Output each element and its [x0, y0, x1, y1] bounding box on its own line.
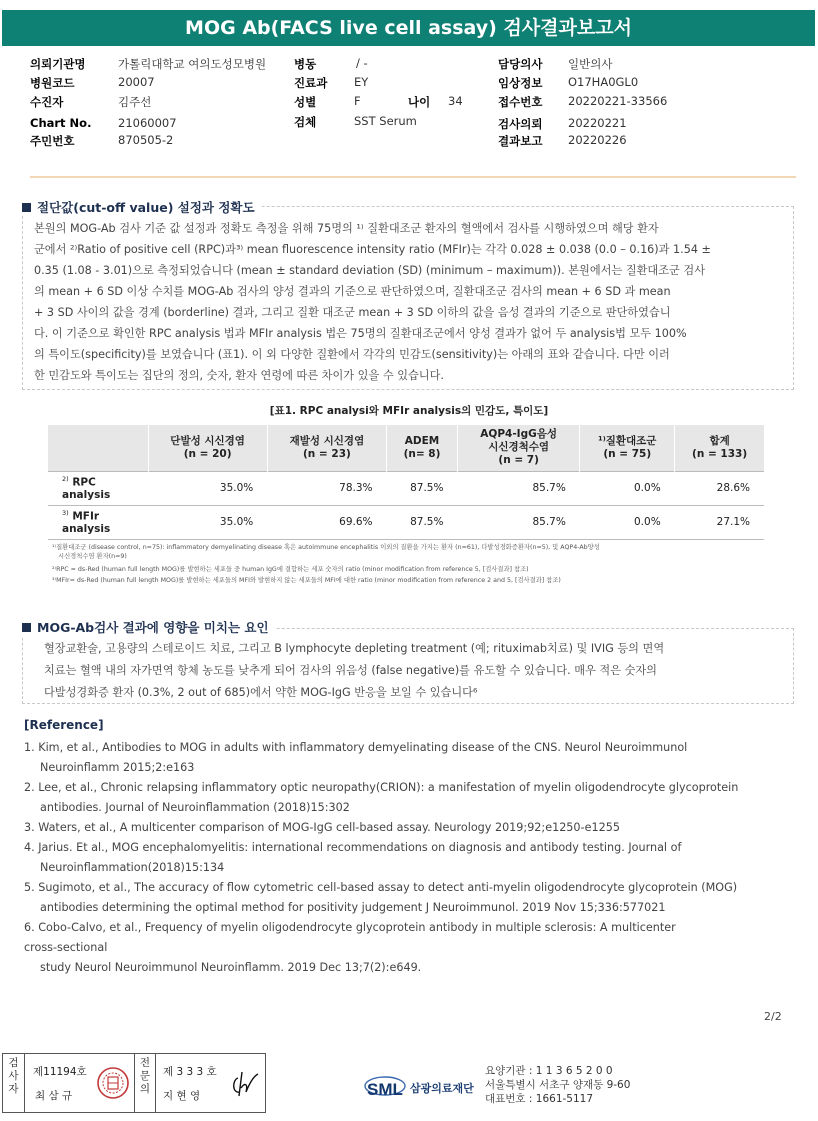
- specialist-signature-icon: [228, 1066, 262, 1100]
- reference-item: 3. Waters, et al., A multicenter comparison of MOG-IgG cell-based assay. Neurology 2019;92;e1250-e1255: [24, 821, 620, 834]
- factors-section-heading: [22, 618, 275, 636]
- specialist-label: [134, 1054, 156, 1112]
- examiner-name: 최 삼 규: [35, 1090, 73, 1102]
- table-cell: 69.6%: [267, 505, 386, 539]
- hospital-code-value: 20007: [118, 75, 155, 89]
- receiver-value: 김주선: [118, 95, 152, 109]
- reference-item-continued: Neuroinflammation(2018)15:134: [40, 861, 225, 874]
- column-header-line: (n = 20): [183, 447, 232, 460]
- reference-item-continued: antibodies. Journal of Neuroinflammation (2018)15:302: [40, 801, 350, 814]
- examiner-license: 제11194호: [33, 1066, 87, 1078]
- specialist-license: 제 3 3 3 호: [163, 1066, 217, 1078]
- text-line: 혈장교환술, 고용량의 스테로이드 치료, 그리고 B lymphocyte depleting treatment (예; rituximab치료) 및 IVIG 등의 면역: [44, 642, 665, 655]
- signature-stamp: [2, 1053, 266, 1113]
- institution-label: 의뢰기관명: [30, 57, 86, 71]
- table-footnote: ¹⁾질환대조군 (disease control, n=75): inflammatory demyelinating disease 혹은 autoimmune encephalitis 이외의 질환을 가지는 환자 (n=61), 다발성경화증환자(n=5), 및 AQP4-Ab양성: [52, 544, 600, 551]
- patient-info: [30, 56, 790, 152]
- table-row: [48, 505, 764, 539]
- examiner-label-text: 검사자: [8, 1057, 19, 1095]
- reference-item-continued: study Neurol Neuroimmunol Neuroinflamm. 2019 Dec 13;7(2):e649.: [40, 961, 422, 974]
- table-column-header: [675, 425, 764, 471]
- specimen-label: 검체: [294, 115, 317, 129]
- resident-no-value: 870505-2: [118, 133, 174, 147]
- age-value: 34: [448, 94, 463, 108]
- reference-item-continued: Neuroinflamm 2015;2:e163: [40, 761, 195, 774]
- square-bullet-icon: [22, 203, 31, 212]
- table-column-header: [457, 425, 579, 471]
- report-date-value: 20220226: [568, 133, 627, 147]
- receiver-label: 수진자: [30, 95, 64, 109]
- hospital-code-label: 병원코드: [30, 76, 75, 90]
- ward-label: 병동: [294, 57, 317, 71]
- column-header-line: ADEM: [404, 434, 440, 447]
- department-label: 진료과: [294, 76, 328, 90]
- logo-text: SML: [367, 1080, 403, 1099]
- text-line: 본원의 MOG-Ab 검사 기준 값 설정과 정확도 측정을 위해 75명의 ¹⁾ 질환대조군 환자의 혈액에서 검사를 시행하였으며 해당 환자: [34, 222, 659, 235]
- receipt-no-value: 20220221-33566: [568, 94, 668, 108]
- phone: 대표번호 : 1661-5117: [485, 1093, 594, 1105]
- row-label: [48, 505, 148, 539]
- row-label-text: MFIr analysis: [62, 510, 111, 535]
- specimen-value: SST Serum: [354, 114, 417, 128]
- reference-item: 2. Lee, et al., Chronic relapsing inflammatory optic neuropathy(CRION): a manifestation of myelin oligodendrocyte glycoprotein: [24, 781, 739, 794]
- table-cell: 0.0%: [580, 471, 675, 505]
- factors-section-text: [44, 638, 664, 704]
- reference-list: [24, 738, 794, 978]
- department-value: EY: [354, 75, 369, 89]
- cutoff-section-text: [34, 218, 711, 386]
- chart-no-label: Chart No.: [30, 116, 92, 130]
- text-line: 0.35 (1.08 - 3.01)으로 측정되었습니다 (mean ± standard deviation (SD) (minimum – maximum)). 본원에서는 질환대조군 검사: [34, 264, 706, 277]
- row-label-text: RPC analysis: [62, 476, 111, 501]
- reference-item: 6. Cobo-Calvo, et al., Frequency of myelin oligodendrocyte glycoprotein antibody in multiple sclerosis: A multicenter: [24, 921, 676, 934]
- table-cell: 27.1%: [675, 505, 764, 539]
- column-header-line: ¹⁾질환대조군: [598, 434, 657, 447]
- sex-label: 성별: [294, 95, 317, 109]
- request-date-label: 검사의뢰: [498, 117, 543, 131]
- text-line: 한 민감도와 특이도는 집단의 정의, 숫자, 환자 연령에 따른 차이가 있을 수 있습니다.: [34, 369, 444, 382]
- clinical-info-value: O17HA0GL0: [568, 75, 639, 89]
- table-corner-cell: [48, 425, 148, 471]
- address: 서울특별시 서초구 양재동 9-60: [485, 1079, 631, 1091]
- text-line: + 3 SD 사이의 값을 경계 (borderline) 결과, 그리고 질환 대조군 mean + 3 SD 이하의 값을 음성 결과의 기준으로 판단하였습니: [34, 306, 671, 319]
- factors-section-title: MOG-Ab검사 결과에 영향을 미치는 요인: [37, 620, 269, 635]
- column-header-line: (n = 75): [603, 447, 652, 460]
- square-bullet-icon: [22, 623, 31, 632]
- org-name: 삼광의료재단: [410, 1082, 474, 1095]
- ward-value: / -: [356, 56, 368, 70]
- column-header-line: (n = 23): [303, 447, 351, 460]
- column-header-line: (n = 7): [498, 454, 539, 467]
- examiner-seal-icon: [96, 1066, 130, 1100]
- chart-no-value: 21060007: [118, 116, 177, 130]
- reference-item: 1. Kim, et al., Antibodies to MOG in adults with inflammatory demyelinating disease of the CNS. Neurol Neuroimmunol: [24, 741, 688, 754]
- column-header-line: AQP4-IgG음성: [480, 428, 558, 441]
- table-cell: 0.0%: [580, 505, 675, 539]
- table-footnote: ³⁾MFIr= ds-Red (human full length MOG)를 발현하는 세포들의 MFI와 발현하지 않는 세포들의 MFI에 대한 ratio (minor modification from reference 2 and 5, [검사결과] 참조): [52, 577, 561, 584]
- table-cell: 87.5%: [387, 505, 458, 539]
- table-cell: 35.0%: [148, 505, 267, 539]
- doctor-value: 일반의사: [568, 57, 613, 71]
- reference-heading: [Reference]: [24, 718, 104, 732]
- text-line: 의 mean + 6 SD 이상 수치를 MOG-Ab 검사의 양성 결과의 기준으로 판단하였으며, 질환대조군 검사의 mean + 6 SD 과 mean: [34, 285, 671, 298]
- care-code: 요양기관 : 1 1 3 6 5 2 0 0: [485, 1065, 613, 1077]
- table-cell: 28.6%: [675, 471, 764, 505]
- table-cell: 85.7%: [457, 471, 579, 505]
- institution-value: 가톨릭대학교 여의도성모병원: [118, 57, 267, 71]
- table-column-header: [267, 425, 386, 471]
- reference-item: 5. Sugimoto, et al., The accuracy of flow cytometric cell-based assay to detect anti-myelin oligodendrocyte glycoprotein (MOG): [24, 881, 738, 894]
- sex-value: F: [354, 94, 361, 108]
- cutoff-section-title: 절단값(cut-off value) 설정과 정확도: [37, 200, 255, 215]
- table-column-header: [580, 425, 675, 471]
- report-title: MOG Ab(FACS live cell assay) 검사결과보고서: [2, 10, 815, 46]
- doctor-label: 담당의사: [498, 57, 543, 71]
- table-cell: 85.7%: [457, 505, 579, 539]
- clinical-info-label: 임상정보: [498, 76, 543, 90]
- row-label-sup: 3): [62, 509, 69, 518]
- page-number: 2/2: [764, 1010, 782, 1023]
- text-line: 다. 이 기준으로 확인한 RPC analysis 법과 MFIr analysis 법은 75명의 질환대조군에서 양성 결과가 없어 두 analysis법 모두 100%: [34, 327, 687, 340]
- table-row: [48, 471, 764, 505]
- column-header-line: (n= 8): [403, 447, 441, 460]
- column-header-line: 합계: [709, 434, 730, 447]
- receipt-no-label: 접수번호: [498, 95, 543, 109]
- text-line: 다발성경화증 환자 (0.3%, 2 out of 685)에서 약한 MOG-IgG 반응을 보일 수 있습니다⁶: [44, 686, 478, 699]
- cutoff-section-heading: [22, 198, 261, 216]
- reference-item: 4. Jarius. Et al., MOG encephalomyelitis: international recommendations on diagnosis and antibody testing. Journal of: [24, 841, 682, 854]
- examiner-label: [3, 1054, 25, 1112]
- reference-item-continued: antibodies determining the optimal method for positivity judgement J Neuroimmunol. 2019 Nov 15;336:577021: [40, 901, 666, 914]
- column-header-line: (n = 133): [692, 447, 748, 460]
- text-line: 군에서 ²⁾Ratio of positive cell (RPC)과³⁾ mean fluorescence intensity ratio (MFIr)는 각각 0.028 ± 0.038 (0.0 – 0.16)과 1.54 ±: [34, 243, 711, 256]
- table-cell: 35.0%: [148, 471, 267, 505]
- row-label: [48, 471, 148, 505]
- age-label: 나이: [408, 95, 431, 109]
- resident-no-label: 주민번호: [30, 134, 75, 148]
- org-address-block: [485, 1064, 630, 1106]
- table-column-header: [387, 425, 458, 471]
- header-divider: [30, 176, 796, 178]
- table-cell: 87.5%: [387, 471, 458, 505]
- table-footnote: 시신경척수염 환자(n=9): [58, 553, 127, 560]
- table-header-row: [48, 425, 764, 471]
- request-date-value: 20220221: [568, 116, 627, 130]
- sensitivity-table: [48, 425, 764, 540]
- column-header-line: 재발성 시신경염: [289, 434, 365, 447]
- report-date-label: 결과보고: [498, 134, 543, 148]
- table-footnote: ²⁾RPC = ds-Red (human full length MOG)를 발현하는 세포들 중 human IgG에 결합하는 세포 숫자의 ratio (minor modification from reference 5, [검사결과] 참조): [52, 566, 529, 573]
- column-header-line: 시신경척수염: [488, 441, 550, 454]
- table-cell: 78.3%: [267, 471, 386, 505]
- table-column-header: [148, 425, 267, 471]
- reference-item-continued: cross-sectional: [24, 941, 108, 954]
- specialist-name: 지 현 영: [163, 1090, 201, 1102]
- text-line: 의 특이도(specificity)를 보였습니다 (표1). 이 외 다양한 질환에서 각각의 민감도(sensitivity)는 아래의 표와 같습니다. 다만 이러: [34, 348, 670, 361]
- text-line: 치료는 혈액 내의 자가면역 항체 농도를 낮추게 되어 검사의 위음성 (false negative)를 유도할 수 있습니다. 매우 적은 숫자의: [44, 664, 657, 677]
- column-header-line: 단발성 시신경염: [170, 434, 245, 447]
- specialist-label-text: 전문의: [139, 1057, 151, 1095]
- table-title: [표1. RPC analysi와 MFIr analysis의 민감도, 특이도]: [269, 405, 549, 417]
- row-label-sup: 2): [62, 475, 69, 484]
